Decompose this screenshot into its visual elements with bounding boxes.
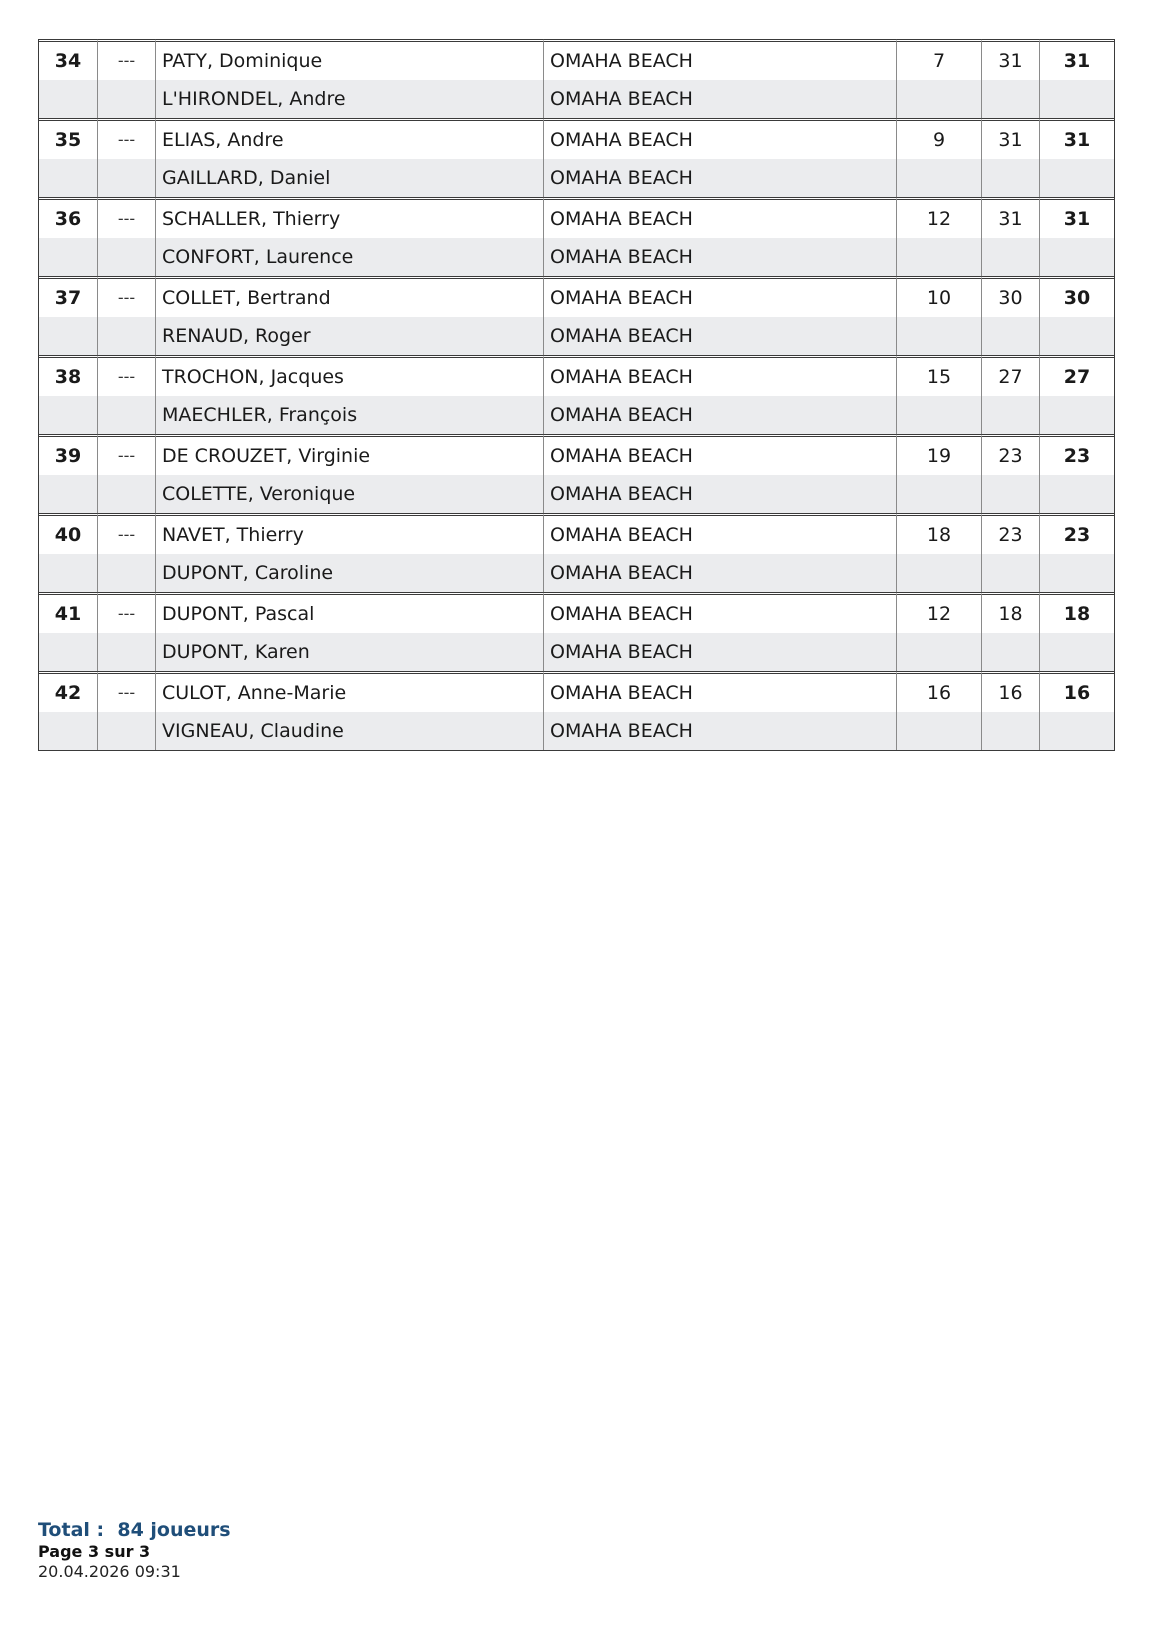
empty-cell	[1039, 712, 1114, 750]
dash-cell: ---	[97, 592, 155, 633]
page-number-label: Page 3 sur 3	[38, 1542, 151, 1561]
empty-cell	[896, 317, 981, 355]
total-score-cell: 16	[1039, 671, 1114, 712]
rank-cell: 37	[39, 276, 97, 317]
score-a-cell: 7	[896, 39, 981, 80]
score-b-cell: 23	[981, 434, 1039, 475]
table-row	[39, 554, 1114, 592]
empty-cell	[39, 712, 97, 750]
empty-cell	[1039, 317, 1114, 355]
empty-cell	[39, 475, 97, 513]
player-name-cell: CULOT, Anne-Marie	[155, 671, 543, 712]
empty-cell	[39, 554, 97, 592]
empty-cell	[1039, 554, 1114, 592]
club-cell: OMAHA BEACH	[543, 276, 896, 317]
empty-cell	[39, 159, 97, 197]
dash-cell: ---	[97, 118, 155, 159]
score-a-cell: 12	[896, 197, 981, 238]
score-b-cell: 27	[981, 355, 1039, 396]
total-score-cell: 31	[1039, 118, 1114, 159]
score-a-cell: 10	[896, 276, 981, 317]
rank-cell: 41	[39, 592, 97, 633]
table-row	[39, 159, 1114, 197]
club-cell: OMAHA BEACH	[543, 118, 896, 159]
empty-cell	[981, 80, 1039, 118]
empty-cell	[981, 712, 1039, 750]
table-row	[39, 276, 1114, 317]
empty-cell	[1039, 396, 1114, 434]
score-b-cell: 31	[981, 39, 1039, 80]
player-name-cell: COLLET, Bertrand	[155, 276, 543, 317]
print-date-label: 20.04.2026 09:31	[38, 1562, 181, 1581]
club-cell: OMAHA BEACH	[543, 317, 896, 355]
player-name-cell: NAVET, Thierry	[155, 513, 543, 554]
table-row	[39, 592, 1114, 633]
club-cell: OMAHA BEACH	[543, 554, 896, 592]
score-b-cell: 18	[981, 592, 1039, 633]
club-cell: OMAHA BEACH	[543, 80, 896, 118]
dash-cell: ---	[97, 355, 155, 396]
player-name-cell: MAECHLER, François	[155, 396, 543, 434]
player-name-cell: GAILLARD, Daniel	[155, 159, 543, 197]
empty-cell	[1039, 238, 1114, 276]
empty-cell	[896, 238, 981, 276]
empty-cell	[97, 317, 155, 355]
dash-cell: ---	[97, 434, 155, 475]
dash-cell: ---	[97, 197, 155, 238]
empty-cell	[39, 80, 97, 118]
score-b-cell: 31	[981, 118, 1039, 159]
player-name-cell: VIGNEAU, Claudine	[155, 712, 543, 750]
empty-cell	[981, 554, 1039, 592]
rank-cell: 35	[39, 118, 97, 159]
club-cell: OMAHA BEACH	[543, 355, 896, 396]
total-score-cell: 30	[1039, 276, 1114, 317]
total-score-cell: 31	[1039, 197, 1114, 238]
player-name-cell: PATY, Dominique	[155, 39, 543, 80]
total-players-label: Total : 84 joueurs	[38, 1519, 231, 1541]
club-cell: OMAHA BEACH	[543, 39, 896, 80]
empty-cell	[896, 80, 981, 118]
total-score-cell: 23	[1039, 434, 1114, 475]
empty-cell	[97, 238, 155, 276]
score-b-cell: 16	[981, 671, 1039, 712]
player-name-cell: TROCHON, Jacques	[155, 355, 543, 396]
score-b-cell: 23	[981, 513, 1039, 554]
total-score-cell: 27	[1039, 355, 1114, 396]
rank-cell: 42	[39, 671, 97, 712]
score-a-cell: 16	[896, 671, 981, 712]
results-table	[38, 39, 1115, 751]
empty-cell	[1039, 475, 1114, 513]
table-row	[39, 39, 1114, 80]
score-a-cell: 19	[896, 434, 981, 475]
player-name-cell: RENAUD, Roger	[155, 317, 543, 355]
rank-cell: 34	[39, 39, 97, 80]
empty-cell	[97, 633, 155, 671]
club-cell: OMAHA BEACH	[543, 671, 896, 712]
club-cell: OMAHA BEACH	[543, 475, 896, 513]
empty-cell	[39, 633, 97, 671]
score-a-cell: 18	[896, 513, 981, 554]
empty-cell	[97, 554, 155, 592]
table-row	[39, 238, 1114, 276]
table-row	[39, 513, 1114, 554]
club-cell: OMAHA BEACH	[543, 396, 896, 434]
player-name-cell: CONFORT, Laurence	[155, 238, 543, 276]
club-cell: OMAHA BEACH	[543, 592, 896, 633]
club-cell: OMAHA BEACH	[543, 197, 896, 238]
empty-cell	[981, 633, 1039, 671]
table-row	[39, 633, 1114, 671]
empty-cell	[97, 396, 155, 434]
score-b-cell: 31	[981, 197, 1039, 238]
empty-cell	[39, 317, 97, 355]
results-body	[39, 39, 1114, 750]
player-name-cell: L'HIRONDEL, Andre	[155, 80, 543, 118]
player-name-cell: DUPONT, Caroline	[155, 554, 543, 592]
player-name-cell: DUPONT, Karen	[155, 633, 543, 671]
club-cell: OMAHA BEACH	[543, 434, 896, 475]
empty-cell	[981, 396, 1039, 434]
score-a-cell: 12	[896, 592, 981, 633]
empty-cell	[1039, 80, 1114, 118]
club-cell: OMAHA BEACH	[543, 238, 896, 276]
dash-cell: ---	[97, 513, 155, 554]
page-footer	[38, 1518, 231, 1582]
total-score-cell: 18	[1039, 592, 1114, 633]
club-cell: OMAHA BEACH	[543, 712, 896, 750]
table-row	[39, 317, 1114, 355]
club-cell: OMAHA BEACH	[543, 633, 896, 671]
empty-cell	[97, 475, 155, 513]
player-name-cell: DE CROUZET, Virginie	[155, 434, 543, 475]
dash-cell: ---	[97, 276, 155, 317]
table-row	[39, 197, 1114, 238]
table-row	[39, 475, 1114, 513]
score-a-cell: 9	[896, 118, 981, 159]
total-score-cell: 31	[1039, 39, 1114, 80]
club-cell: OMAHA BEACH	[543, 513, 896, 554]
empty-cell	[39, 238, 97, 276]
empty-cell	[39, 396, 97, 434]
rank-cell: 39	[39, 434, 97, 475]
empty-cell	[1039, 159, 1114, 197]
table-row	[39, 712, 1114, 750]
club-cell: OMAHA BEACH	[543, 159, 896, 197]
empty-cell	[896, 712, 981, 750]
empty-cell	[97, 80, 155, 118]
empty-cell	[981, 238, 1039, 276]
table-row	[39, 671, 1114, 712]
empty-cell	[896, 396, 981, 434]
empty-cell	[981, 317, 1039, 355]
score-b-cell: 30	[981, 276, 1039, 317]
empty-cell	[896, 475, 981, 513]
empty-cell	[981, 159, 1039, 197]
player-name-cell: SCHALLER, Thierry	[155, 197, 543, 238]
empty-cell	[97, 712, 155, 750]
score-a-cell: 15	[896, 355, 981, 396]
rank-cell: 40	[39, 513, 97, 554]
dash-cell: ---	[97, 671, 155, 712]
empty-cell	[1039, 633, 1114, 671]
total-score-cell: 23	[1039, 513, 1114, 554]
table-row	[39, 434, 1114, 475]
rank-cell: 38	[39, 355, 97, 396]
dash-cell: ---	[97, 39, 155, 80]
empty-cell	[896, 633, 981, 671]
player-name-cell: ELIAS, Andre	[155, 118, 543, 159]
empty-cell	[97, 159, 155, 197]
empty-cell	[896, 554, 981, 592]
player-name-cell: COLETTE, Veronique	[155, 475, 543, 513]
player-name-cell: DUPONT, Pascal	[155, 592, 543, 633]
empty-cell	[896, 159, 981, 197]
empty-cell	[981, 475, 1039, 513]
table-row	[39, 396, 1114, 434]
table-row	[39, 355, 1114, 396]
table-row	[39, 80, 1114, 118]
rank-cell: 36	[39, 197, 97, 238]
table-row	[39, 118, 1114, 159]
